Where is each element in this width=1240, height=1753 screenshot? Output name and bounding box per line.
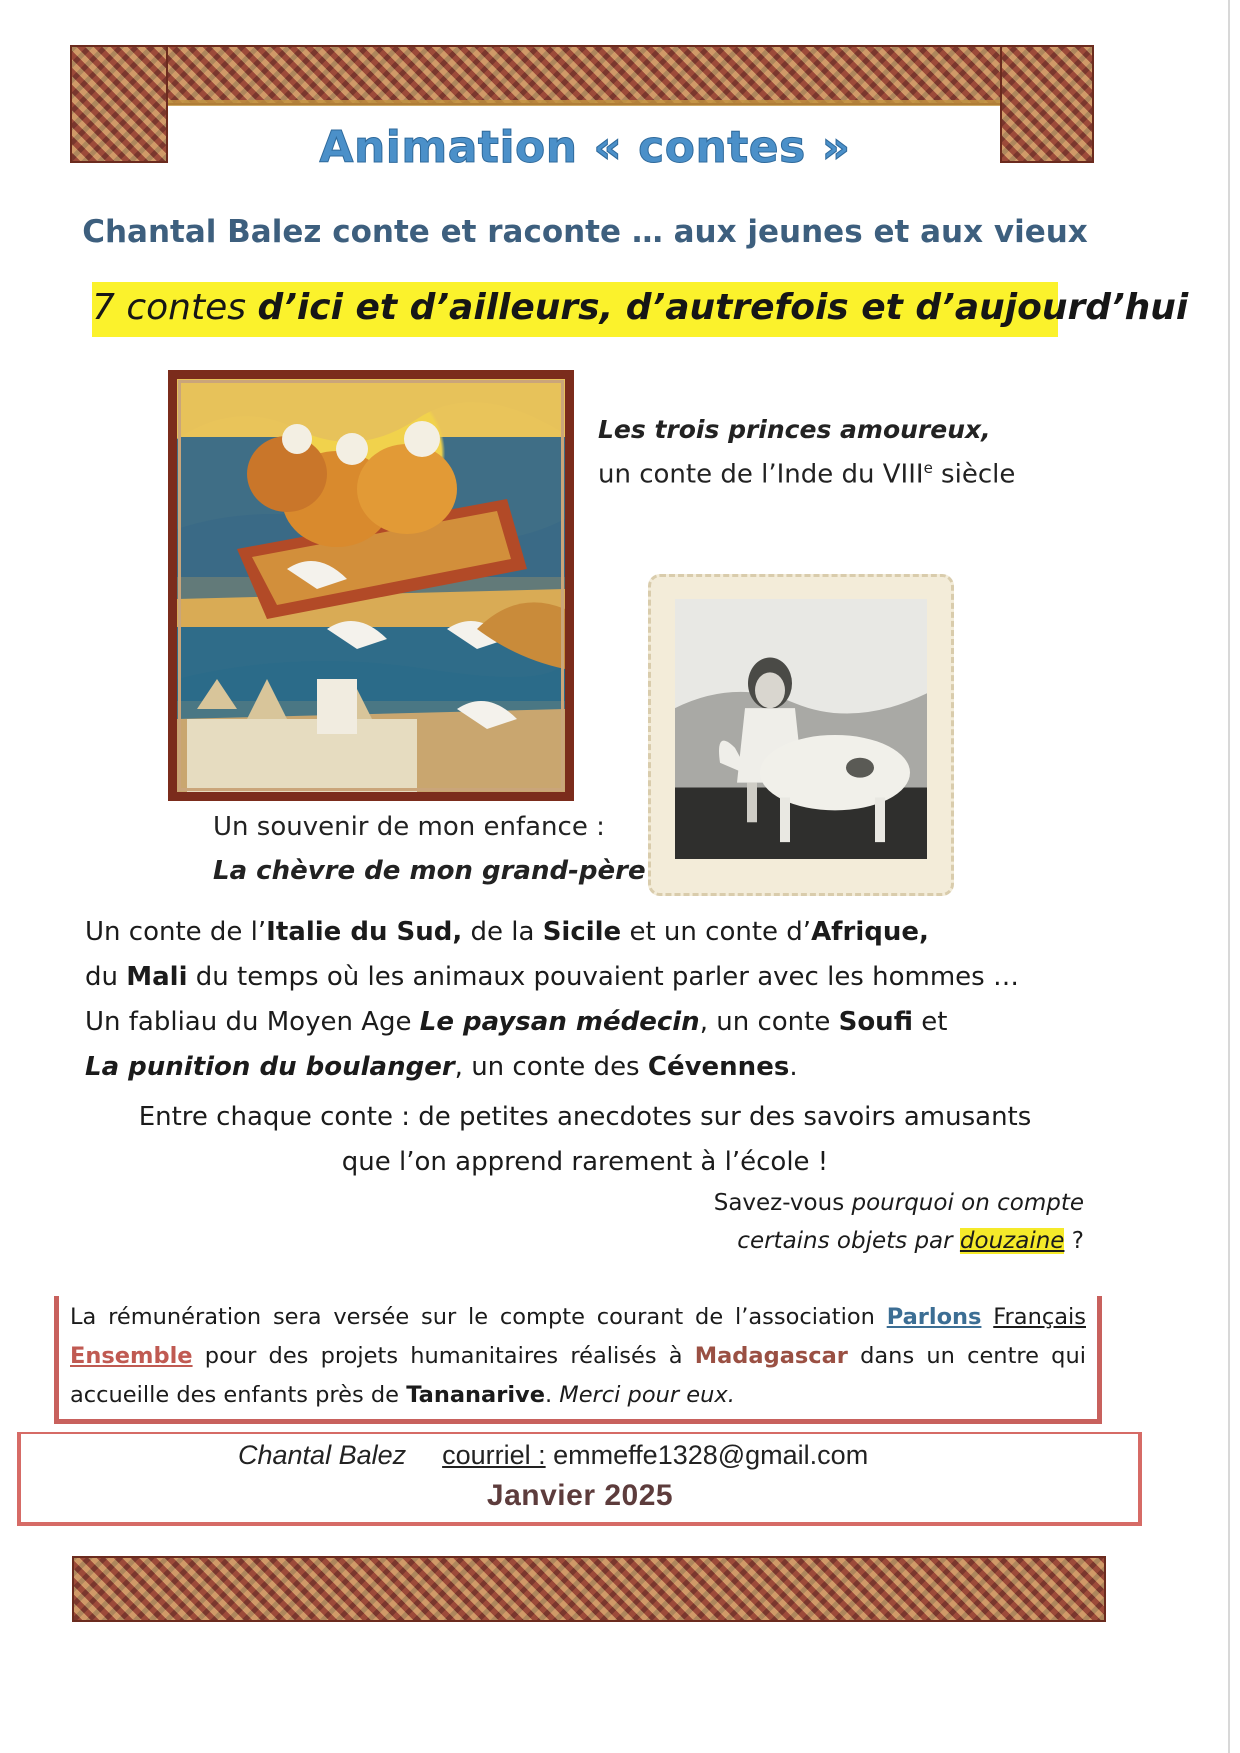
top-carpet-border [70, 45, 1094, 105]
tale-soufi: Soufi [838, 1007, 913, 1037]
tales-line-3 [85, 1000, 1145, 1045]
scan-edge [1228, 0, 1230, 1753]
text [981, 1304, 993, 1330]
tagline-rest: d’ici et d’ailleurs, d’autrefois et d’aujourd’hui [257, 287, 1189, 328]
text: . [789, 1052, 798, 1082]
place-italie: Italie du Sud, [266, 917, 463, 947]
page-subtitle: Chantal Balez conte et raconte … aux jeunes et aux vieux [82, 214, 1088, 250]
date: Janvier 2025 [486, 1479, 674, 1512]
tale-punition-boulanger: La punition du boulanger [85, 1052, 455, 1082]
childhood-photo-image [675, 599, 927, 859]
bottom-carpet-border [72, 1556, 1106, 1622]
tagline [92, 287, 1189, 328]
remuneration-text [70, 1298, 1086, 1415]
tales-list [85, 910, 1145, 1090]
text: Un conte de l’ [85, 917, 267, 947]
story1-title: Les trois princes amoureux, [598, 415, 991, 444]
text: . [544, 1382, 560, 1408]
place-tananarive: Tananarive [406, 1382, 545, 1408]
douzaine-highlight: douzaine [959, 1228, 1065, 1254]
tales-line-4 [85, 1045, 1145, 1090]
text: ? [1064, 1228, 1084, 1254]
story1-sub-after: siècle [932, 459, 1016, 490]
story1-sub-sup: e [923, 459, 933, 477]
place-afrique: Afrique, [811, 917, 929, 947]
text: dans un centre qui accueille des enfants près de [70, 1343, 1086, 1408]
story1-sub-before: un conte de l’Inde du VIII [598, 459, 924, 490]
interlude-line-1: Entre chaque conte : de petites anecdotes sur des savoirs amusants [138, 1102, 1032, 1132]
page-title: Animation « contes » [319, 122, 851, 173]
story2-line1: Un souvenir de mon enfance : [213, 812, 605, 842]
tales-line-2 [85, 955, 1145, 1000]
tale-paysan-medecin: Le paysan médecin [419, 1007, 700, 1037]
text: et [912, 1007, 948, 1037]
text: de la [462, 917, 543, 947]
question-line-2 [714, 1222, 1084, 1260]
association-parlons-link[interactable]: Parlons [886, 1304, 982, 1330]
text: , un conte [699, 1007, 839, 1037]
place-sicile: Sicile [542, 917, 622, 947]
question-line-1 [714, 1184, 1084, 1222]
place-madagascar: Madagascar [694, 1343, 848, 1369]
contact-name: Chantal Balez [238, 1440, 407, 1470]
association-ensemble-link[interactable]: Ensemble [70, 1343, 193, 1369]
thanks-text: Merci pour eux. [559, 1382, 735, 1408]
flying-carpet-illustration [168, 370, 574, 801]
top-carpet-inner-edge [168, 100, 1000, 106]
text: , un conte des [454, 1052, 648, 1082]
text: Savez-vous [713, 1190, 852, 1216]
text: certains objets par [737, 1228, 960, 1254]
text: La rémunération sera versée sur le compte courant de l’association [70, 1304, 887, 1330]
text: Un fabliau du Moyen Age [85, 1007, 420, 1037]
email-label: courriel : [442, 1440, 546, 1470]
text: pour des projets humanitaires réalisés à [192, 1343, 695, 1369]
text: et un conte d’ [621, 917, 812, 947]
question-teaser [714, 1184, 1084, 1260]
tagline-lead: 7 contes [92, 287, 258, 328]
text: du temps où les animaux pouvaient parler avec les hommes … [187, 962, 1019, 992]
story1-subtitle [598, 459, 1015, 490]
interlude-text [0, 1095, 1170, 1185]
association-francais-link[interactable]: Français [993, 1304, 1086, 1330]
childhood-photo [648, 574, 954, 896]
email-address[interactable]: emmeffe1328@gmail.com [545, 1440, 869, 1470]
text: du [85, 962, 127, 992]
place-mali: Mali [126, 962, 188, 992]
text: pourquoi on compte [851, 1190, 1084, 1216]
place-cevennes: Cévennes [647, 1052, 790, 1082]
contact-line [238, 1440, 868, 1471]
tales-line-1 [85, 910, 1145, 955]
story2-title: La chèvre de mon grand-père [213, 856, 646, 886]
interlude-line-2: que l’on apprend rarement à l’école ! [341, 1147, 829, 1177]
